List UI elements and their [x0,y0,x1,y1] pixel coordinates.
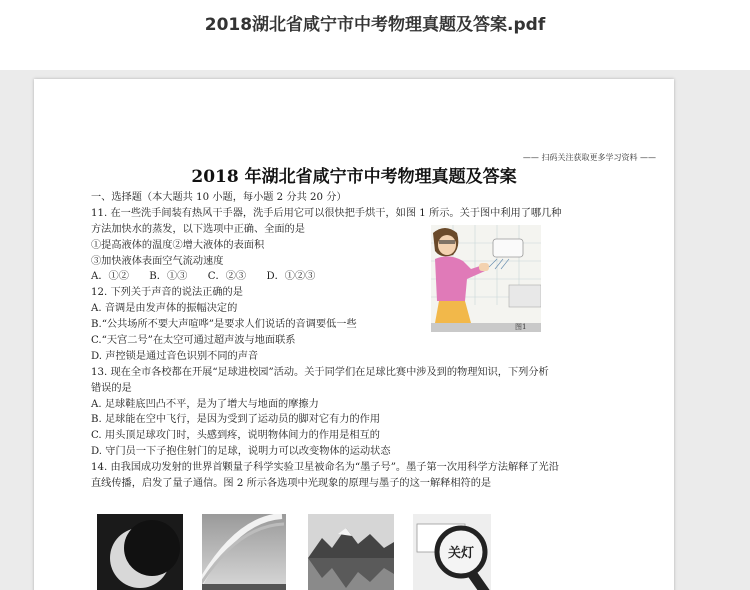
question-13-stem-cont: 错误的是 [91,382,132,394]
question-13-choice-b: B. 足球能在空中飞行，是因为受到了运动员的脚对它有力的作用 [91,414,381,426]
pdf-page [34,79,674,590]
file-title: 2018湖北省咸宁市中考物理真题及答案.pdf [204,15,546,35]
document-title: 2018 年湖北省咸宁市中考物理真题及答案 [191,167,517,187]
question-11-choices: A．①② B．①③ C．②③ D．①②③ [91,271,316,283]
question-13-choice-c: C. 用头顶足球攻门时，头感到疼，说明物体间力的作用是相互的 [91,430,380,442]
question-13-choice-a: A. 足球鞋底凹凸不平，是为了增大与地面的摩擦力 [91,398,319,410]
question-11-option-line: ③加快液体表面空气流动速度 [91,255,224,267]
question-14-stem-cont: 直线传播，启发了量子通信。图 2 所示各选项中光现象的原理与墨子的这一解释相符的是 [91,478,492,490]
question-12-choice-b: B.“公共场所不要大声喧哗”是要求人们说话的音调要低一些 [91,319,357,331]
figure-1-caption: 图1 [515,323,527,331]
page-header-note: —— 扫码关注获取更多学习资料 —— [522,153,656,162]
question-12-choice-d: D. 声控锁是通过音色识别不同的声音 [91,350,259,362]
question-11-stem-cont: 方法加快水的蒸发，以下选项中正确、全面的是 [91,223,305,235]
figure-2a-solar-eclipse [97,514,183,590]
figure-2d-magnifier [413,514,491,590]
section-heading: 一、选择题（本大题共 10 小题，每小题 2 分共 20 分） [91,192,347,203]
figure-2d-sign-text: 关灯 [447,546,475,561]
document-body [91,190,671,492]
question-13-choice-d: D. 守门员一下子抱住射门的足球，说明力可以改变物体的运动状态 [91,446,391,458]
question-11-stem: 11. 在一些洗手间装有热风干手器，洗手后用它可以很快把手烘干，如图 1 所示。关于图中利用了哪几种 [91,207,562,219]
question-11-option-line: ①提高液体的温度②增大液体的表面积 [91,239,265,251]
question-12-stem: 12. 下列关于声音的说法正确的是 [91,287,243,299]
question-13-stem: 13. 现在全市各校都在开展“足球进校园”活动。关于同学们在足球比赛中涉及到的物理知识，下列分析 [91,366,549,378]
figure-2b-rainbow [202,514,286,590]
figure-1-hand-dryer [431,225,541,332]
question-12-choice-a: A. 音调是由发声体的振幅决定的 [91,303,238,315]
question-14-stem: 14. 由我国成功发射的世界首颗量子科学实验卫星被命名为“墨子号”。墨子第一次用科学方法解释了光沿 [91,462,559,474]
figure-2c-lake-reflection [308,514,394,590]
question-12-choice-c: C.“天宫二号”在太空可通过超声波与地面联系 [91,335,296,347]
viewer-title-bar [0,0,750,70]
